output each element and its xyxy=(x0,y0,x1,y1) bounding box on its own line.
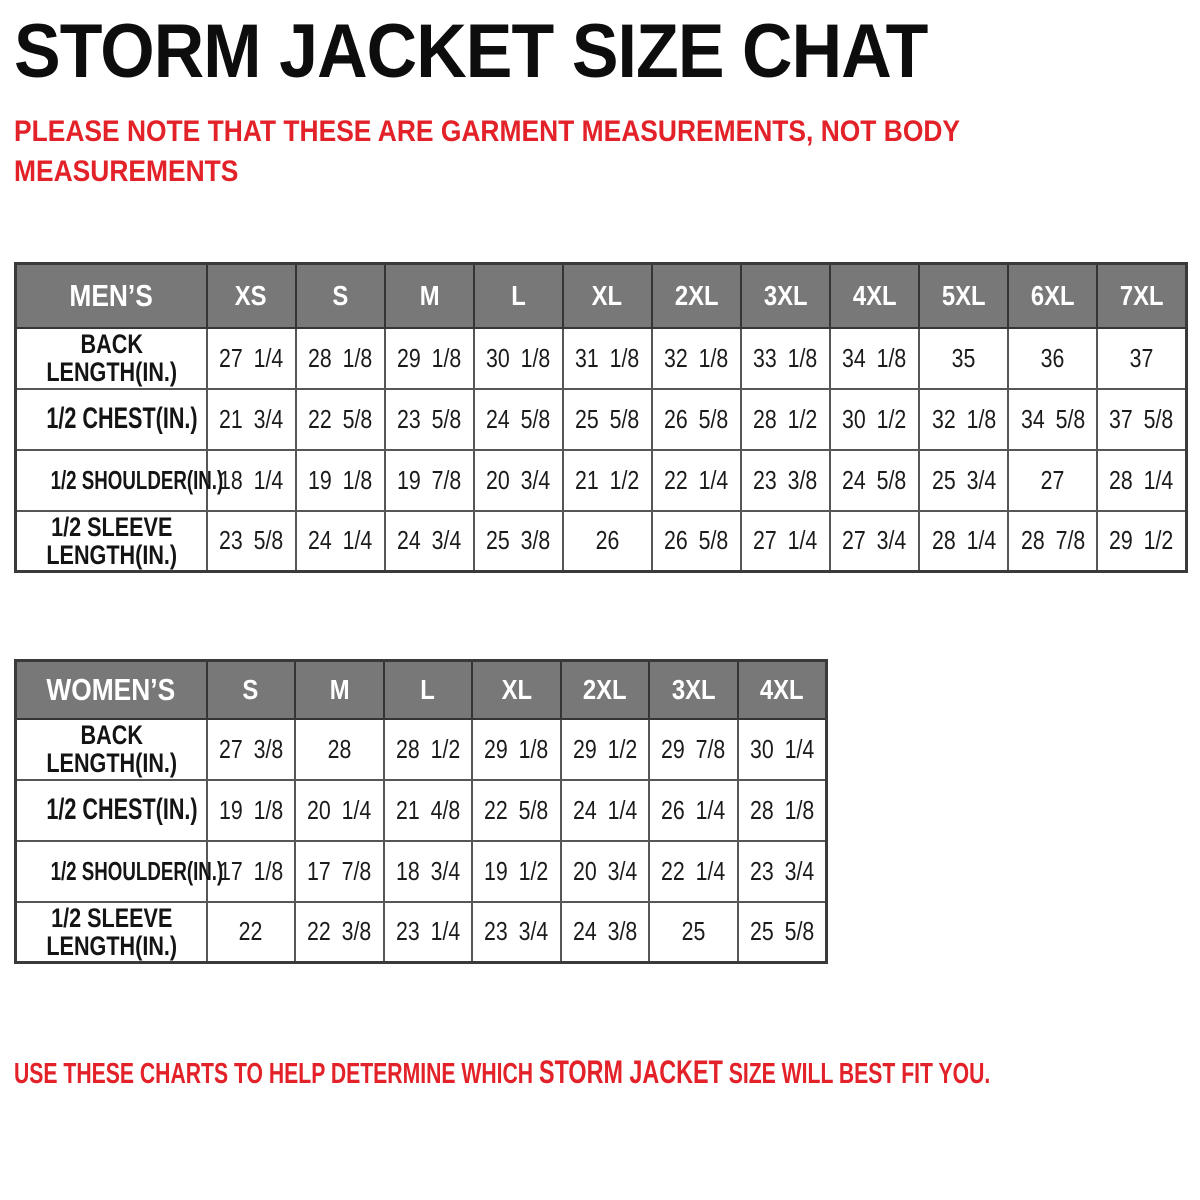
size-column-header xyxy=(652,264,741,328)
measurement-value: 25 xyxy=(681,916,706,947)
footer-text xyxy=(14,1054,990,1091)
measurement-value: 32 1/8 xyxy=(931,403,996,434)
measurement-cell xyxy=(207,389,296,450)
size-column-header xyxy=(207,661,296,719)
measurement-cell xyxy=(649,780,738,841)
measurement-value: 28 xyxy=(327,733,352,764)
row-label-text xyxy=(46,513,177,569)
size-label: 2XL xyxy=(583,673,627,705)
measurement-cell xyxy=(296,389,385,450)
measurement-value: 28 1/8 xyxy=(308,342,373,373)
row-label-line: LENGTH(IN.) xyxy=(45,748,177,778)
measurement-cell xyxy=(563,328,652,389)
measurement-value: 29 1/2 xyxy=(1109,525,1174,556)
row-label-text xyxy=(51,466,224,494)
size-column-header xyxy=(1097,264,1186,328)
measurement-cell xyxy=(296,511,385,572)
measurement-value: 25 3/4 xyxy=(931,464,996,495)
table-row xyxy=(16,450,1187,511)
size-column-header xyxy=(1008,264,1097,328)
row-label-cell xyxy=(16,780,207,841)
size-label: XL xyxy=(592,279,623,311)
size-label: 5XL xyxy=(941,279,986,311)
measurement-cell xyxy=(738,780,827,841)
measurement-value: 24 3/8 xyxy=(572,916,638,947)
measurement-value: 23 5/8 xyxy=(218,525,284,556)
size-column-header xyxy=(830,264,919,328)
measurement-cell xyxy=(649,902,738,963)
measurement-value: 29 7/8 xyxy=(661,733,726,764)
measurement-value: 32 1/8 xyxy=(664,342,729,373)
size-label: 3XL xyxy=(763,279,808,311)
row-label-line: BACK xyxy=(80,329,143,359)
size-column-header xyxy=(472,661,561,719)
measurement-cell xyxy=(563,511,652,572)
measurement-value: 28 1/2 xyxy=(395,733,461,764)
measurement-value: 23 3/4 xyxy=(749,855,815,886)
measurement-value: 28 1/8 xyxy=(749,794,815,825)
measurement-cell xyxy=(472,841,561,902)
size-column-header xyxy=(563,264,652,328)
measurement-cell xyxy=(561,719,650,780)
size-label: S xyxy=(242,673,259,705)
measurement-cell xyxy=(385,389,474,450)
row-label-line: 1/2 SHOULDER(IN.) xyxy=(50,856,224,886)
size-label: 6XL xyxy=(1030,279,1075,311)
measurement-value: 26 xyxy=(595,525,620,556)
measurement-value: 19 1/8 xyxy=(218,794,283,825)
measurement-cell xyxy=(919,328,1008,389)
measurement-cell xyxy=(474,450,563,511)
measurement-value: 22 xyxy=(238,916,263,947)
measurement-cell xyxy=(295,902,384,963)
measurement-value: 30 1/8 xyxy=(486,342,551,373)
measurement-value: 28 1/4 xyxy=(931,525,996,556)
measurement-value: 23 3/4 xyxy=(484,916,549,947)
measurement-value: 22 1/4 xyxy=(661,855,726,886)
measurement-cell xyxy=(296,328,385,389)
measurement-cell xyxy=(207,328,296,389)
size-column-header xyxy=(207,264,296,328)
measurement-value: 30 1/4 xyxy=(749,733,815,764)
measurement-cell xyxy=(384,719,473,780)
measurement-value: 23 5/8 xyxy=(397,403,462,434)
measurement-value: 29 1/2 xyxy=(572,733,638,764)
measurement-value: 19 1/8 xyxy=(308,464,373,495)
measurement-value: 30 1/2 xyxy=(842,403,907,434)
measurement-value: 20 3/4 xyxy=(486,464,551,495)
row-label-cell xyxy=(16,450,224,511)
measurement-cell xyxy=(384,902,473,963)
measurement-value: 28 1/4 xyxy=(1109,464,1174,495)
measurement-cell xyxy=(741,511,830,572)
measurement-cell xyxy=(384,780,473,841)
size-label: XL xyxy=(501,673,532,705)
measurement-cell xyxy=(472,780,561,841)
measurement-cell xyxy=(830,450,919,511)
measurement-cell xyxy=(563,389,652,450)
measurement-cell xyxy=(207,511,296,572)
measurement-cell xyxy=(207,450,296,511)
row-label-text xyxy=(46,904,177,960)
garment-measurement-note: PLEASE NOTE THAT THESE ARE GARMENT MEASUREMENTS, NOT BODY MEASUREMENTS xyxy=(14,115,960,188)
row-label-text xyxy=(46,402,198,435)
row-label-line: 1/2 SLEEVE xyxy=(50,902,172,933)
table-title-label: WOMEN’S xyxy=(46,671,176,707)
measurement-cell xyxy=(561,780,650,841)
measurement-value: 19 1/2 xyxy=(484,855,549,886)
measurement-value: 17 7/8 xyxy=(307,855,372,886)
table-row xyxy=(16,902,827,963)
measurement-cell xyxy=(296,450,385,511)
measurement-cell xyxy=(652,328,741,389)
row-label-text xyxy=(46,330,177,386)
row-label-line: 1/2 CHEST(IN.) xyxy=(46,402,198,435)
footer-text-suffix: SIZE WILL BEST FIT YOU. xyxy=(722,1058,991,1090)
row-label-text xyxy=(46,721,177,777)
row-label-line: LENGTH(IN.) xyxy=(45,930,177,961)
measurement-value: 25 5/8 xyxy=(575,403,640,434)
measurement-value: 37 5/8 xyxy=(1109,403,1174,434)
table-header xyxy=(16,264,1187,328)
measurement-value: 28 1/2 xyxy=(753,403,818,434)
row-label-line: LENGTH(IN.) xyxy=(45,357,177,387)
footer-text-prefix: USE THESE CHARTS TO HELP DETERMINE WHICH xyxy=(14,1058,539,1090)
measurement-cell xyxy=(563,450,652,511)
measurement-value: 31 1/8 xyxy=(575,342,640,373)
row-label-cell xyxy=(16,389,207,450)
table-row xyxy=(16,511,1187,572)
size-column-header xyxy=(561,661,650,719)
measurement-value: 26 5/8 xyxy=(664,403,729,434)
measurement-cell xyxy=(474,511,563,572)
measurement-value: 22 3/8 xyxy=(307,916,372,947)
size-column-header xyxy=(738,661,827,719)
measurement-value: 28 7/8 xyxy=(1020,525,1085,556)
measurement-cell xyxy=(561,902,650,963)
measurement-value: 21 1/2 xyxy=(575,464,640,495)
row-label-line: LENGTH(IN.) xyxy=(45,539,177,570)
mens-size-table xyxy=(14,262,1188,573)
measurement-cell xyxy=(385,511,474,572)
measurement-value: 25 5/8 xyxy=(749,916,815,947)
size-label: 2XL xyxy=(674,279,719,311)
measurement-cell xyxy=(741,450,830,511)
measurement-cell xyxy=(652,389,741,450)
table-row xyxy=(16,780,827,841)
measurement-value: 27 3/4 xyxy=(842,525,907,556)
measurement-value: 23 1/4 xyxy=(395,916,461,947)
measurement-value: 21 3/4 xyxy=(218,403,284,434)
header-row xyxy=(16,264,1187,328)
size-label: L xyxy=(511,279,526,311)
table-row xyxy=(16,841,827,902)
size-label: 7XL xyxy=(1119,279,1164,311)
womens-size-table xyxy=(14,659,828,964)
measurement-value: 24 3/4 xyxy=(397,525,462,556)
table-title-cell xyxy=(16,264,207,328)
size-column-header xyxy=(919,264,1008,328)
measurement-cell xyxy=(472,902,561,963)
size-column-header xyxy=(474,264,563,328)
measurement-value: 36 xyxy=(1040,342,1065,373)
measurement-cell xyxy=(295,780,384,841)
measurement-value: 26 5/8 xyxy=(664,525,729,556)
measurement-value: 33 1/8 xyxy=(753,342,818,373)
measurement-value: 37 xyxy=(1129,342,1154,373)
table-header xyxy=(16,661,827,719)
measurement-cell xyxy=(385,450,474,511)
measurement-value: 29 1/8 xyxy=(484,733,549,764)
measurement-cell xyxy=(474,328,563,389)
size-column-header xyxy=(384,661,473,719)
measurement-value: 19 7/8 xyxy=(397,464,462,495)
measurement-cell xyxy=(1008,328,1097,389)
measurement-cell xyxy=(472,719,561,780)
row-label-text xyxy=(51,857,224,885)
measurement-value: 29 1/8 xyxy=(397,342,462,373)
measurement-value: 22 5/8 xyxy=(308,403,373,434)
measurement-cell xyxy=(1097,389,1186,450)
row-label-cell xyxy=(16,719,207,780)
measurement-cell xyxy=(741,389,830,450)
size-column-header xyxy=(295,661,384,719)
row-label-line: 1/2 CHEST(IN.) xyxy=(46,793,198,826)
measurement-cell xyxy=(1097,328,1186,389)
measurement-value: 25 3/8 xyxy=(486,525,551,556)
row-label-cell xyxy=(16,328,207,389)
size-label: M xyxy=(419,279,440,311)
table-row xyxy=(16,328,1187,389)
measurement-value: 35 xyxy=(951,342,976,373)
measurement-cell xyxy=(207,841,296,902)
measurement-cell xyxy=(830,389,919,450)
measurement-cell xyxy=(207,902,296,963)
measurement-cell xyxy=(649,719,738,780)
table-body xyxy=(16,328,1187,572)
header-row xyxy=(16,661,827,719)
measurement-cell xyxy=(741,328,830,389)
measurement-value: 20 3/4 xyxy=(572,855,638,886)
measurement-cell xyxy=(649,841,738,902)
measurement-value: 27 1/4 xyxy=(753,525,818,556)
measurement-value: 27 3/8 xyxy=(218,733,283,764)
size-label: 3XL xyxy=(671,673,716,705)
row-label-text xyxy=(46,793,198,826)
table-row xyxy=(16,389,1187,450)
size-label: 4XL xyxy=(852,279,897,311)
measurement-cell xyxy=(652,511,741,572)
measurement-cell xyxy=(738,902,827,963)
measurement-value: 20 1/4 xyxy=(307,794,372,825)
measurement-value: 24 1/4 xyxy=(308,525,373,556)
row-label-line: BACK xyxy=(80,720,143,750)
measurement-cell xyxy=(738,841,827,902)
size-column-header xyxy=(296,264,385,328)
size-label: S xyxy=(332,279,349,311)
row-label-line: 1/2 SLEEVE xyxy=(50,511,172,542)
measurement-cell xyxy=(919,389,1008,450)
measurement-cell xyxy=(830,511,919,572)
measurement-cell xyxy=(384,841,473,902)
row-label-cell xyxy=(16,902,207,963)
measurement-cell xyxy=(1097,450,1186,511)
measurement-value: 18 3/4 xyxy=(395,855,461,886)
measurement-cell xyxy=(474,389,563,450)
size-label: XS xyxy=(235,279,267,311)
measurement-value: 26 1/4 xyxy=(661,794,726,825)
measurement-value: 24 5/8 xyxy=(842,464,907,495)
measurement-value: 23 3/8 xyxy=(753,464,818,495)
measurement-cell xyxy=(652,450,741,511)
footer-product-name: STORM JACKET xyxy=(538,1054,723,1090)
size-label: M xyxy=(329,673,350,705)
measurement-value: 22 5/8 xyxy=(484,794,549,825)
measurement-value: 21 4/8 xyxy=(395,794,461,825)
size-label: 4XL xyxy=(760,673,804,705)
measurement-value: 18 1/4 xyxy=(218,464,284,495)
measurement-cell xyxy=(830,328,919,389)
measurement-cell xyxy=(295,841,384,902)
page-title: STORM JACKET SIZE CHAT xyxy=(14,9,928,94)
table-body xyxy=(16,719,827,963)
measurement-value: 27 1/4 xyxy=(218,342,284,373)
measurement-value: 24 5/8 xyxy=(486,403,551,434)
row-label-line: 1/2 SHOULDER(IN.) xyxy=(50,465,224,495)
measurement-cell xyxy=(1008,450,1097,511)
size-column-header xyxy=(649,661,738,719)
measurement-cell xyxy=(919,450,1008,511)
measurement-value: 22 1/4 xyxy=(664,464,729,495)
size-label: L xyxy=(420,673,436,705)
table-title-cell xyxy=(16,661,207,719)
measurement-value: 17 1/8 xyxy=(218,855,283,886)
table-row xyxy=(16,719,827,780)
size-column-header xyxy=(385,264,474,328)
size-column-header xyxy=(741,264,830,328)
measurement-value: 34 5/8 xyxy=(1020,403,1085,434)
measurement-value: 34 1/8 xyxy=(842,342,907,373)
measurement-value: 27 xyxy=(1040,464,1065,495)
measurement-cell xyxy=(207,719,296,780)
measurement-cell xyxy=(738,719,827,780)
measurement-cell xyxy=(561,841,650,902)
measurement-cell xyxy=(1008,511,1097,572)
row-label-cell xyxy=(16,841,224,902)
measurement-cell xyxy=(207,780,296,841)
measurement-cell xyxy=(385,328,474,389)
measurement-cell xyxy=(1008,389,1097,450)
measurement-cell xyxy=(1097,511,1186,572)
measurement-cell xyxy=(919,511,1008,572)
measurement-value: 24 1/4 xyxy=(572,794,638,825)
row-label-cell xyxy=(16,511,207,572)
table-title-label: MEN’S xyxy=(69,277,153,313)
measurement-cell xyxy=(295,719,384,780)
